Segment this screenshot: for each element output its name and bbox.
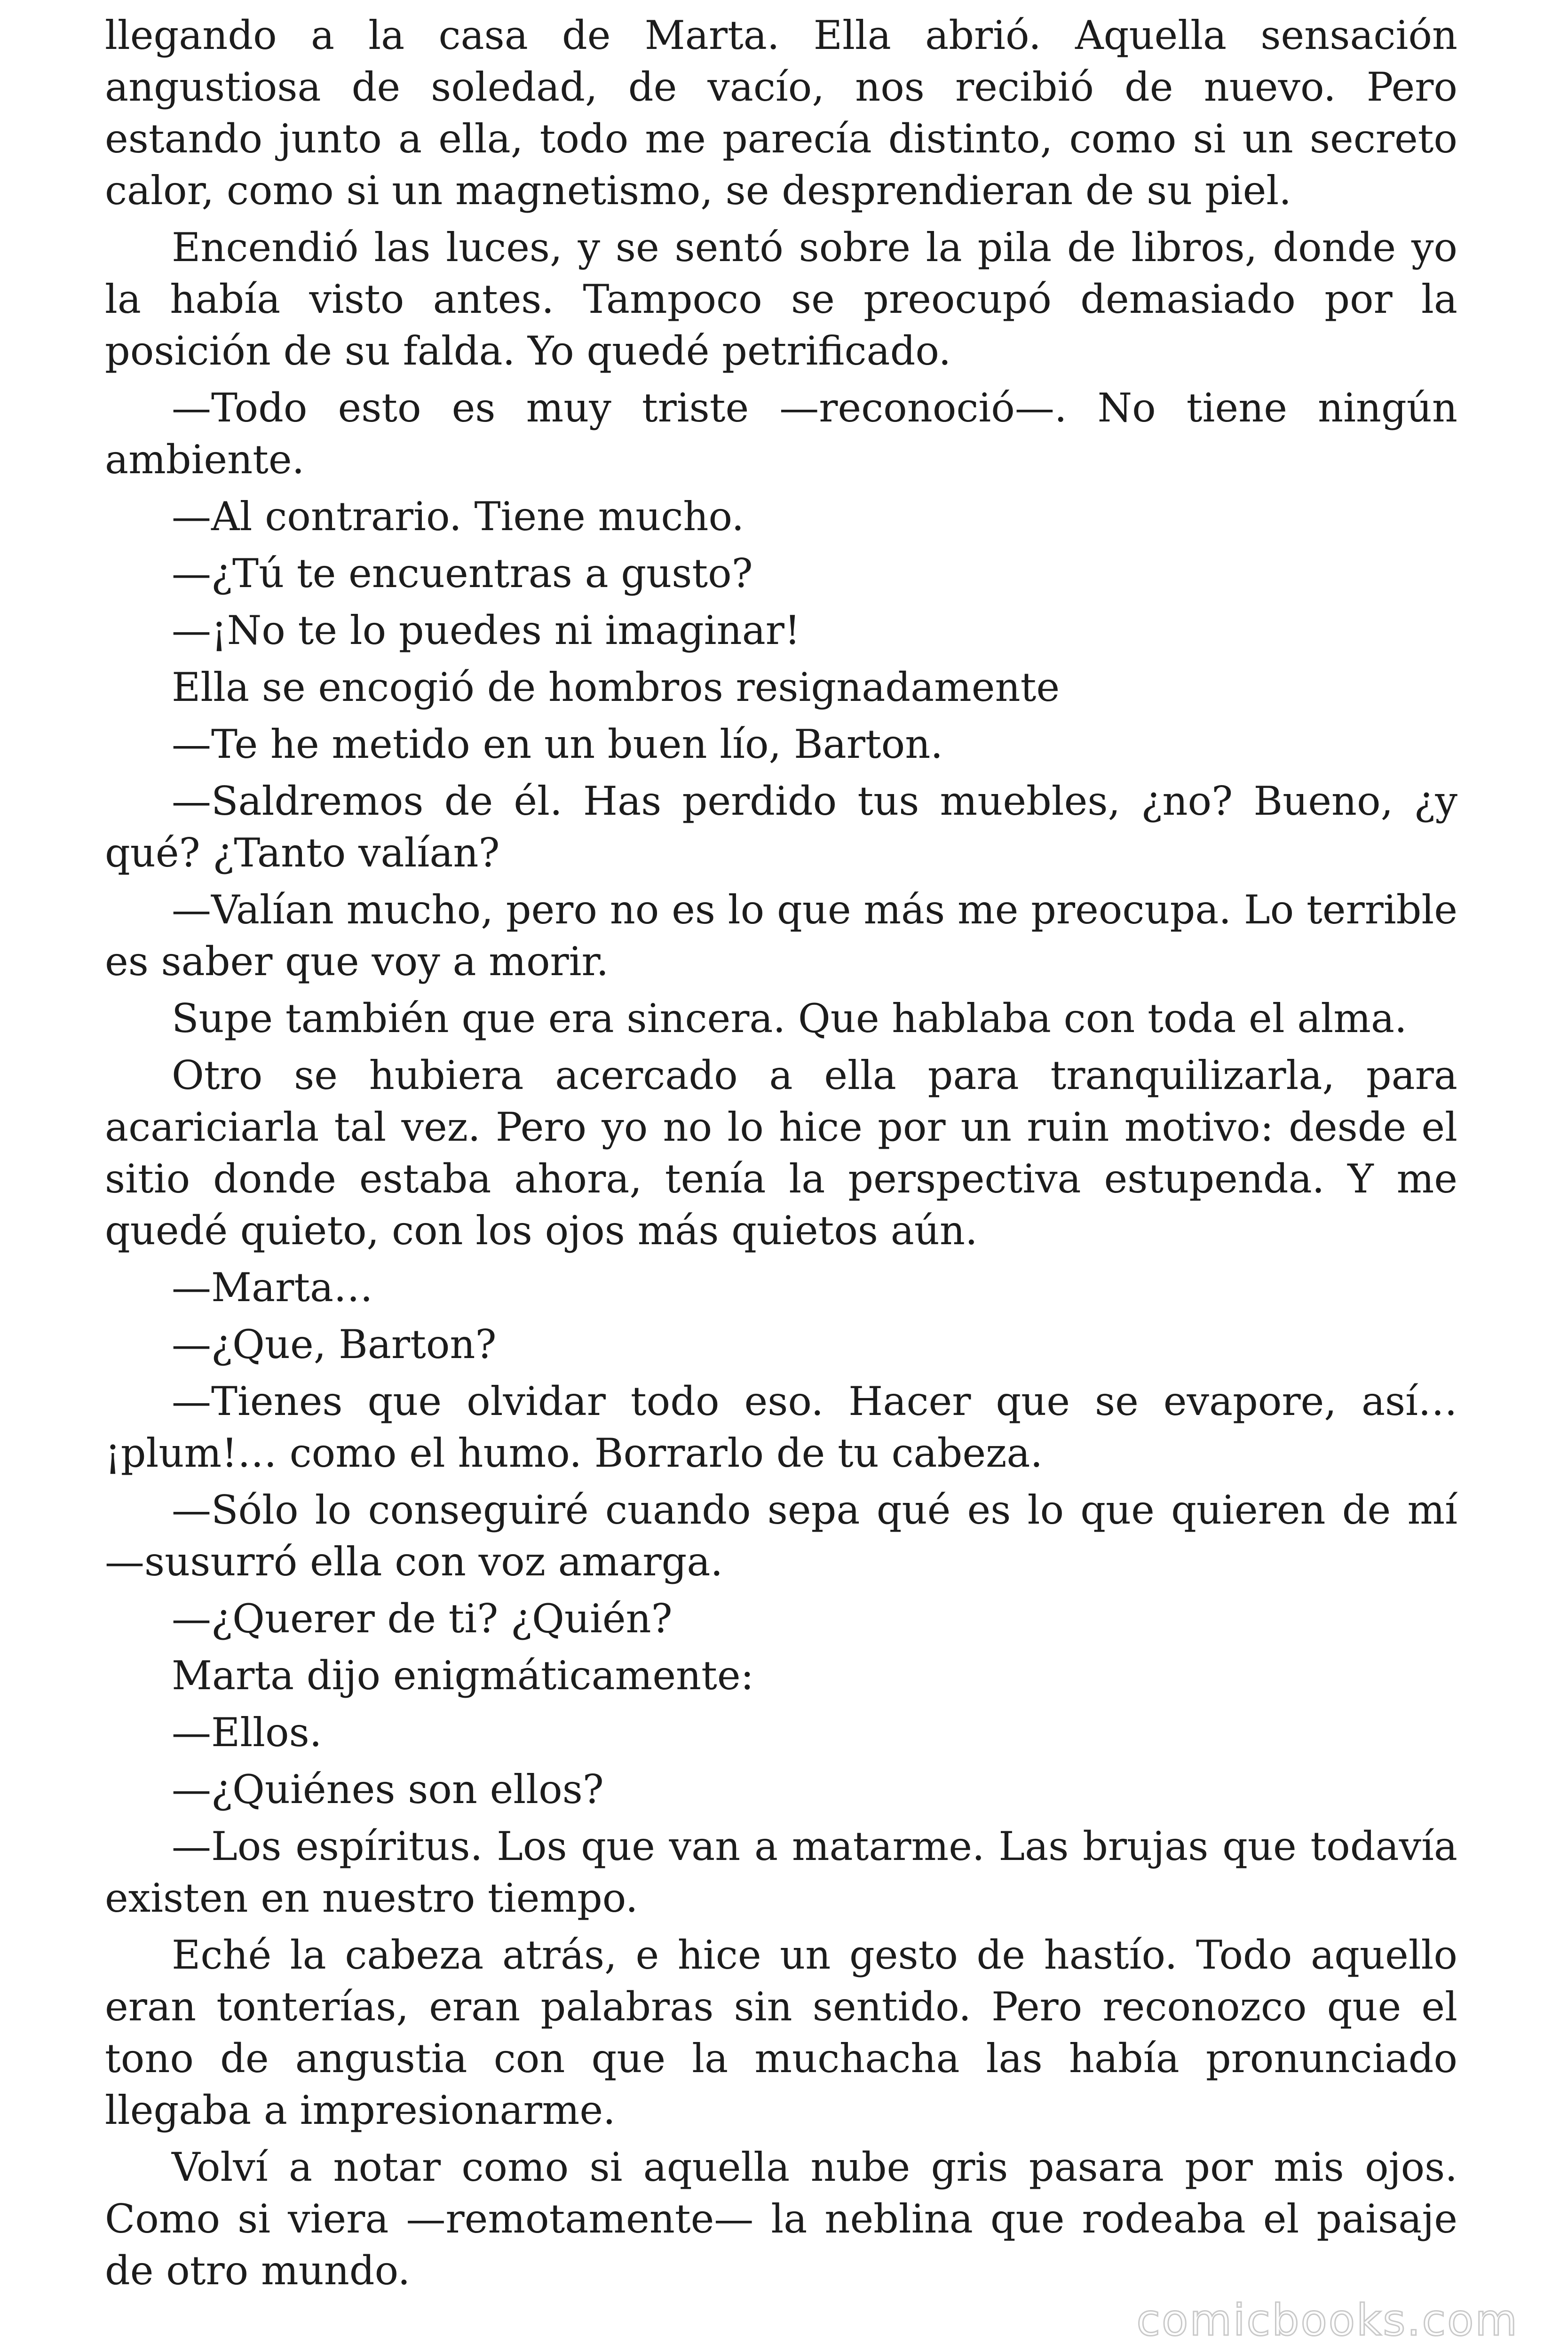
- paragraph: —Tienes que olvidar todo eso. Hacer que se evapore, así… ¡plum!… como el humo. Borrarlo de tu cabeza.: [105, 1378, 1457, 1476]
- paragraph: —¡No te lo puedes ni imaginar!: [172, 607, 800, 653]
- paragraph: —Saldremos de él. Has perdido tus muebles, ¿no? Bueno, ¿y qué? ¿Tanto valían?: [105, 778, 1457, 876]
- watermark: comicbooks.com: [1136, 2295, 1519, 2345]
- paragraph: —¿Querer de ti? ¿Quién?: [172, 1596, 673, 1642]
- paragraph: Ella se encogió de hombros resignadamente: [172, 664, 1060, 710]
- paragraph: —Sólo lo conseguiré cuando sepa qué es lo que quieren de mí —susurró ella con voz amarga.: [105, 1487, 1457, 1585]
- paragraph: —¿Quiénes son ellos?: [172, 1766, 604, 1812]
- paragraph: Otro se hubiera acercado a ella para tranquilizarla, para acariciarla tal vez. Pero yo no lo hice por un ruin motivo: desde el sitio donde estaba ahora, tenía la perspectiva estupenda. Y me quedé quieto, con los ojos más quietos aún.: [105, 1052, 1457, 1254]
- paragraph: Encendió las luces, y se sentó sobre la pila de libros, donde yo la había visto antes. Tampoco se preocupó demasiado por la posición de su falda. Yo quedé petrificado.: [105, 224, 1457, 374]
- paragraph: —Ellos.: [172, 1709, 322, 1756]
- paragraph: Volví a notar como si aquella nube gris pasara por mis ojos. Como si viera —remotamente— la neblina que rodeaba el paisaje de otro mundo.: [105, 2144, 1457, 2294]
- paragraph: —¿Que, Barton?: [172, 1321, 497, 1367]
- paragraph: llegando a la casa de Marta. Ella abrió. Aquella sensación angustiosa de soledad, de vacío, nos recibió de nuevo. Pero estando junto a ella, todo me parecía distinto, como si un secreto calor, como si un magnetismo, se desprendieran de su piel.: [105, 12, 1457, 214]
- paragraph: —Todo esto es muy triste —reconoció—. No tiene ningún ambiente.: [105, 385, 1457, 483]
- paragraph: —¿Tú te encuentras a gusto?: [172, 550, 753, 596]
- paragraph: —Valían mucho, pero no es lo que más me preocupa. Lo terrible es saber que voy a morir.: [105, 887, 1457, 985]
- paragraph: —Al contrario. Tiene mucho.: [172, 493, 744, 540]
- page-body: [105, 9, 1457, 2302]
- paragraph: Supe también que era sincera. Que hablaba con toda el alma.: [172, 995, 1407, 1041]
- paragraph: Eché la cabeza atrás, e hice un gesto de hastío. Todo aquello eran tonterías, eran palabras sin sentido. Pero reconozco que el tono de angustia con que la muchacha las había pronunciado llegaba a impresionarme.: [105, 1932, 1457, 2133]
- paragraph: —Marta…: [172, 1264, 373, 1311]
- paragraph: —Los espíritus. Los que van a matarme. Las brujas que todavía existen en nuestro tiempo.: [105, 1823, 1457, 1921]
- paragraph: Marta dijo enigmáticamente:: [172, 1653, 754, 1699]
- paragraph: —Te he metido en un buen lío, Barton.: [172, 721, 943, 767]
